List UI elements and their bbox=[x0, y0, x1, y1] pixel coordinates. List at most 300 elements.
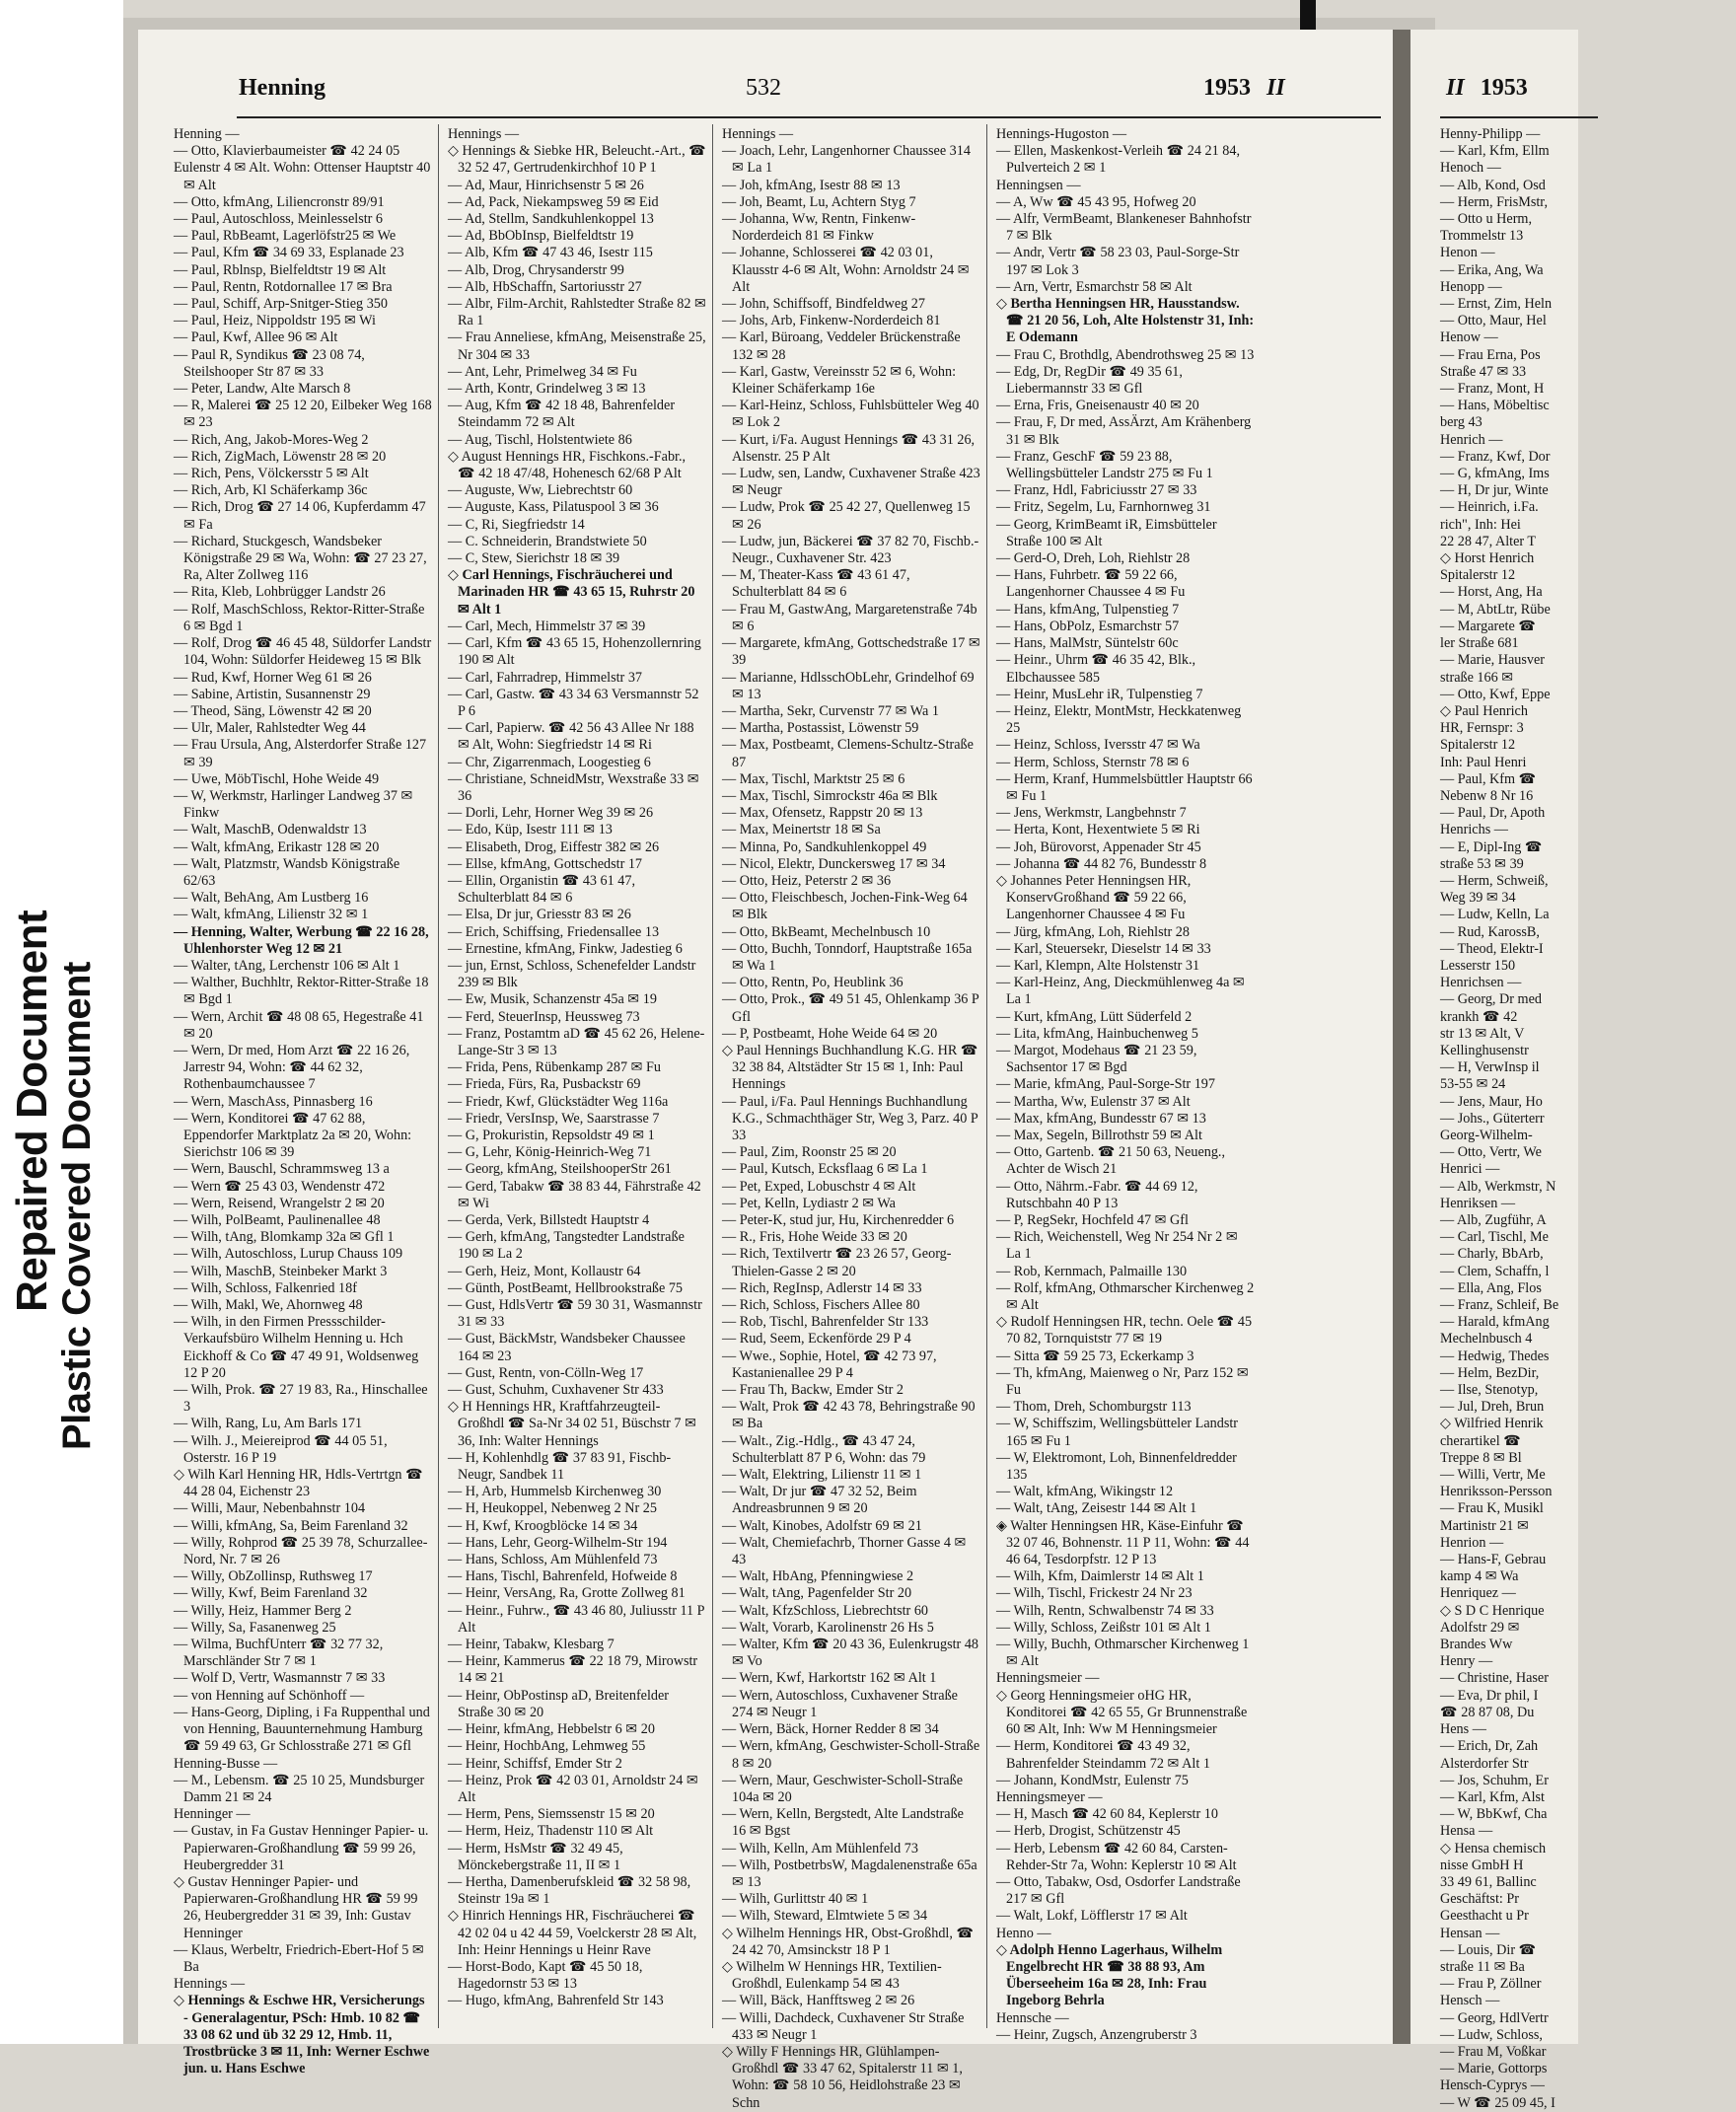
directory-entry: — Ant, Lehr, Primelweg 34 ✉ Fu bbox=[448, 363, 637, 380]
directory-entry: — Alb, Kfm ☎ 47 43 46, Isestr 115 bbox=[448, 245, 653, 261]
directory-entry: — Arth, Kontr, Grindelweg 3 ✉ 13 bbox=[448, 381, 646, 398]
facing-directory-entry: — Carl, Tischl, Me bbox=[1440, 1229, 1549, 1246]
facing-directory-entry: — Herm, FrisMstr, bbox=[1440, 193, 1548, 210]
facing-directory-entry: — Frau P, Zöllner bbox=[1440, 1976, 1542, 1993]
directory-entry: — Ernestine, kfmAng, Finkw, Jadestieg 6 bbox=[448, 940, 683, 957]
directory-entry: — Johs, Arb, Finkenw-Norderdeich 81 bbox=[722, 313, 941, 329]
directory-entry: — Rich, RegInsp, Adlerstr 14 ✉ 33 bbox=[722, 1279, 922, 1296]
directory-entry: — Heinr, ObPostinsp aD, Breitenfelder Straße 30 ✉ 20 bbox=[448, 1687, 670, 1720]
directory-entry: — Joach, Lehr, Langenhorner Chaussee 314 ✉ La 1 bbox=[722, 143, 971, 177]
directory-entry: ◇ H Hennings HR, Kraftfahrzeugteil-Großhdl ☎ Sa-Nr 34 02 51, Büschstr 7 ✉ 36, Inh: Walter Hennings bbox=[448, 1399, 696, 1449]
facing-directory-entry: Kellinghusenstr bbox=[1440, 1042, 1529, 1058]
directory-entry: ◇ Adolph Henno Lagerhaus, Wilhelm Engelbrecht HR ☎ 38 88 93, Am Überseeheim 16a ✉ 28, Inh: Frau Ingeborg Behrla bbox=[996, 1941, 1223, 2009]
directory-entry: — Ludw, Prok ☎ 25 42 27, Quellenweg 15 ✉ 26 bbox=[722, 499, 971, 533]
directory-entry: — Ad, BbObInsp, Bielfeldtstr 19 bbox=[448, 228, 634, 245]
directory-entry: — Alb, Drog, Chrysanderstr 99 bbox=[448, 261, 624, 278]
facing-directory-entry: — Hans, Möbeltisc bbox=[1440, 398, 1550, 414]
directory-entry: — Heinr., Fuhrw., ☎ 43 46 80, Juliusstr 11 P Alt bbox=[448, 1602, 705, 1636]
directory-entry: — Uwe, MöbTischl, Hohe Weide 49 bbox=[174, 770, 380, 787]
directory-entry: — Max, Tischl, Marktstr 25 ✉ 6 bbox=[722, 770, 905, 787]
directory-entry: — Heinz, Elektr, MontMstr, Heckkatenweg 25 bbox=[996, 702, 1242, 737]
facing-directory-entry: Henrich — bbox=[1440, 431, 1503, 448]
directory-entry: — Wilh, Prok. ☎ 27 19 83, Ra., Hinschallee 3 bbox=[174, 1382, 428, 1416]
facing-directory-entry: — W ☎ 25 09 45, I bbox=[1440, 2094, 1555, 2111]
directory-entry: — H, Arb, Hummelsb Kirchenweg 30 bbox=[448, 1484, 662, 1500]
directory-entry: — Günth, PostBeamt, Hellbrookstraße 75 bbox=[448, 1279, 684, 1296]
directory-entry: — Walt, BehAng, Am Lustberg 16 bbox=[174, 890, 369, 907]
directory-entry: — Gerh, kfmAng, Tangstedter Landstraße 190 ✉ La 2 bbox=[448, 1229, 685, 1263]
directory-entry: — Fritz, Segelm, Lu, Farnhornweg 31 bbox=[996, 499, 1211, 516]
directory-entry: — Sitta ☎ 59 25 73, Eckerkamp 3 bbox=[996, 1347, 1194, 1364]
directory-entry: — Albr, Film-Archit, Rahlstedter Straße 82 ✉ Ra 1 bbox=[448, 296, 706, 329]
directory-entry: — Wilh, Gurlittstr 40 ✉ 1 bbox=[722, 1891, 869, 1908]
directory-entry: — Otto, Heiz, Peterstr 2 ✉ 36 bbox=[722, 872, 892, 889]
directory-entry: — Otto, Gartenb. ☎ 21 50 63, Neueng., Achter de Wisch 21 bbox=[996, 1144, 1226, 1178]
facing-directory-entry: krankh ☎ 42 bbox=[1440, 1008, 1518, 1025]
directory-entry: — Hertha, Damenberufskleid ☎ 32 58 98, Steinstr 19a ✉ 1 bbox=[448, 1873, 691, 1908]
directory-entry: — Hugo, kfmAng, Bahrenfeld Str 143 bbox=[448, 1993, 664, 2009]
directory-entry: — Peter, Landw, Alte Marsch 8 bbox=[174, 381, 351, 398]
directory-entry: — Rolf, Drog ☎ 46 45 48, Süldorfer Landstr 104, Wohn: Süldorfer Heideweg 15 ✉ Blk bbox=[174, 635, 432, 669]
facing-directory-entry: Henrichs — bbox=[1440, 822, 1508, 838]
directory-entry: — Ludw, sen, Landw, Cuxhavener Straße 423 ✉ Neugr bbox=[722, 466, 980, 499]
directory-entry: — Ulr, Maler, Rahlstedter Weg 44 bbox=[174, 720, 366, 737]
directory-entry: — Ellin, Organistin ☎ 43 61 47, Schulterblatt 84 ✉ 6 bbox=[448, 872, 636, 907]
directory-entry: — Minna, Po, Sandkuhlenkoppel 49 bbox=[722, 838, 927, 855]
directory-entry: — Otto, Buchh, Tonndorf, Hauptstraße 165a ✉ Wa 1 bbox=[722, 940, 973, 974]
directory-entry: — Walt, tAng, Pagenfelder Str 20 bbox=[722, 1585, 912, 1602]
directory-entry: — Johanna, Ww, Rentn, Finkenw-Norderdeich 81 ✉ Finkw bbox=[722, 211, 916, 245]
directory-entry: — W, Schiffszim, Wellingsbütteler Landstr 165 ✉ Fu 1 bbox=[996, 1416, 1239, 1449]
directory-entry: — Rich, Drog ☎ 27 14 06, Kupferdamm 47 ✉ Fa bbox=[174, 499, 426, 533]
directory-entry: — Heinz, Prok ☎ 42 03 01, Arnoldstr 24 ✉ Alt bbox=[448, 1772, 698, 1805]
facing-directory-entry: Henriquez — bbox=[1440, 1585, 1516, 1602]
directory-entry: — C, Stew, Sierichstr 18 ✉ 39 bbox=[448, 550, 620, 567]
directory-entry: — Wern, Autoschloss, Cuxhavener Straße 274 ✉ Neugr 1 bbox=[722, 1687, 958, 1720]
directory-entry: — Walter, Kfm ☎ 20 43 36, Eulenkrugstr 48 ✉ Vo bbox=[722, 1637, 979, 1670]
directory-entry: — Gerh, Heiz, Mont, Kollaustr 64 bbox=[448, 1263, 641, 1279]
directory-entry: ◇ Carl Hennings, Fischräucherei und Marinaden HR ☎ 43 65 15, Ruhrstr 20 ✉ Alt 1 bbox=[448, 567, 695, 618]
facing-directory-entry: — H, VerwInsp il bbox=[1440, 1059, 1540, 1076]
directory-entry: — Wilh, Tischl, Frickestr 24 Nr 23 bbox=[996, 1585, 1193, 1602]
directory-entry: — Gust, BäckMstr, Wandsbeker Chaussee 164 ✉ 23 bbox=[448, 1331, 686, 1364]
directory-entry: — Paul, Schiff, Arp-Snitger-Stieg 350 bbox=[174, 296, 388, 313]
directory-entry: — Otto, Nährm.-Fabr. ☎ 44 69 12, Rutschbahn 40 P 13 bbox=[996, 1178, 1198, 1211]
directory-entry: — Herb, Drogist, Schützenstr 45 bbox=[996, 1823, 1181, 1840]
directory-entry: — Herm, Kranf, Hummelsbüttler Hauptstr 66 ✉ Fu 1 bbox=[996, 770, 1253, 804]
facing-directory-entry: — Franz, Kwf, Dor bbox=[1440, 448, 1551, 465]
directory-entry: — Max, Meinertstr 18 ✉ Sa bbox=[722, 822, 881, 838]
directory-entry: — A, Ww ☎ 45 43 95, Hofweg 20 bbox=[996, 193, 1196, 210]
facing-directory-entry: — Ella, Ang, Flos bbox=[1440, 1279, 1542, 1296]
directory-entry: — Arn, Vertr, Esmarchstr 58 ✉ Alt bbox=[996, 278, 1193, 295]
directory-entry: — Hans, Lehr, Georg-Wilhelm-Str 194 bbox=[448, 1534, 668, 1551]
directory-entry: — Auguste, Kass, Pilatuspool 3 ✉ 36 bbox=[448, 499, 659, 516]
directory-entry: — Walt., Zig.-Hdlg., ☎ 43 47 24, Schulterblatt 87 P 6, Wohn: das 79 bbox=[722, 1432, 926, 1466]
directory-entry: — Henning, Walter, Werbung ☎ 22 16 28, Uhlenhorster Weg 12 ✉ 21 bbox=[174, 923, 429, 957]
directory-entry: — Wolf D, Vertr, Wasmannstr 7 ✉ 33 bbox=[174, 1670, 386, 1687]
facing-directory-entry: — Georg, HdlVertr bbox=[1440, 2009, 1549, 2026]
facing-directory-entry: — Hans-F, Gebrau bbox=[1440, 1552, 1547, 1568]
directory-entry: — Wilh, Kelln, Am Mühlenfeld 73 bbox=[722, 1840, 918, 1857]
facing-directory-entry: cherartikel ☎ bbox=[1440, 1432, 1521, 1449]
directory-entry: — Andr, Vertr ☎ 58 23 03, Paul-Sorge-Str 197 ✉ Lok 3 bbox=[996, 245, 1240, 278]
directory-entry: — Ellen, Maskenkost-Verleih ☎ 24 21 84, Pulverteich 2 ✉ 1 bbox=[996, 143, 1240, 177]
directory-entry: — Otto, BkBeamt, Mechelnbusch 10 bbox=[722, 923, 931, 940]
directory-entry: — Walter, tAng, Lerchenstr 106 ✉ Alt 1 bbox=[174, 957, 400, 974]
facing-directory-entry: — Karl, Kfm, Ellm bbox=[1440, 143, 1550, 160]
directory-entry: — Ad, Pack, Niekampsweg 59 ✉ Eid bbox=[448, 193, 659, 210]
directory-entry: — Max, kfmAng, Bundesstr 67 ✉ 13 bbox=[996, 1110, 1206, 1127]
directory-page bbox=[138, 30, 1410, 2111]
directory-entry: — Carl, Gastw. ☎ 43 34 63 Versmannstr 52 P 6 bbox=[448, 686, 699, 719]
directory-entry: — Kurt, kfmAng, Lütt Süderfeld 2 bbox=[996, 1008, 1193, 1025]
directory-entry: ◇ Hennings & Siebke HR, Beleucht.-Art., ☎ 32 52 47, Gertrudenkirchhof 10 P 1 bbox=[448, 143, 706, 177]
facing-directory-entry: straße 166 ✉ bbox=[1440, 669, 1514, 686]
directory-entry: — Christiane, SchneidMstr, Wexstraße 33 ✉ 36 bbox=[448, 770, 699, 804]
directory-entry: ◇ Wilhelm Hennings HR, Obst-Großhdl, ☎ 24 42 70, Amsinckstr 18 P 1 bbox=[722, 1925, 975, 1958]
directory-entry: — Paul, Kutsch, Ecksflaag 6 ✉ La 1 bbox=[722, 1161, 928, 1178]
directory-entry: — Walt, Lokf, Löfflerstr 17 ✉ Alt bbox=[996, 1908, 1188, 1925]
directory-entry: — Carl, Papierw. ☎ 42 56 43 Allee Nr 188 ✉ Alt, Wohn: Siegfriedstr 14 ✉ Ri bbox=[448, 720, 694, 754]
facing-directory-entry: Inh: Paul Henri bbox=[1440, 754, 1527, 770]
directory-entry: ◇ Hennings & Eschwe HR, Versicherungs - Generalagentur, PSch: Hmb. 10 82 ☎ 33 08 62 und üb 32 29 12, Hmb. 11, Trostbrücke 3 ✉ 11, Inh: Werner Eschwe jun. u. Hans Eschwe bbox=[174, 1993, 430, 2077]
directory-entry: — Frieda, Fürs, Ra, Pusbackstr 69 bbox=[448, 1076, 641, 1093]
directory-entry: — von Henning auf Schönhoff — bbox=[174, 1687, 365, 1704]
directory-entry: — Walt, kfmAng, Erikastr 128 ✉ 20 bbox=[174, 838, 380, 855]
directory-entry: — Paul, Rentn, Rotdornallee 17 ✉ Bra bbox=[174, 278, 393, 295]
facing-directory-entry: — Paul, Kfm ☎ bbox=[1440, 770, 1537, 787]
facing-directory-entry: — M, AbtLtr, Rübe bbox=[1440, 601, 1551, 618]
directory-entry: — Theod, Säng, Löwenstr 42 ✉ 20 bbox=[174, 702, 372, 719]
directory-entry: Henno — bbox=[996, 1925, 1051, 1941]
facing-directory-entry: Henrichsen — bbox=[1440, 975, 1522, 991]
page-number: 532 bbox=[746, 75, 781, 101]
directory-entry: — Friedr, Kwf, Glückstädter Weg 116a bbox=[448, 1093, 669, 1110]
directory-entry: — Heinr, MusLehr iR, Tulpenstieg 7 bbox=[996, 686, 1203, 702]
facing-directory-entry: — Christine, Haser bbox=[1440, 1670, 1549, 1687]
directory-entry: — Gust, Schuhm, Cuxhavener Str 433 bbox=[448, 1382, 664, 1399]
directory-entry: — Herm, Heiz, Thadenstr 110 ✉ Alt bbox=[448, 1823, 654, 1840]
directory-entry: — Wilh, Makl, We, Ahornweg 48 bbox=[174, 1297, 363, 1314]
plastic-covered-label: Plastic Covered Document bbox=[55, 962, 99, 1450]
facing-directory-entry: — E, Dipl-Ing ☎ bbox=[1440, 838, 1543, 855]
directory-entry: — Franz, GeschF ☎ 59 23 88, Wellingsbütteler Landstr 275 ✉ Fu 1 bbox=[996, 448, 1213, 482]
directory-entry: — Pet, Kelln, Lydiastr 2 ✉ Wa bbox=[722, 1195, 896, 1211]
directory-entry: — Edo, Küp, Isestr 111 ✉ 13 bbox=[448, 822, 613, 838]
facing-directory-entry: — Theod, Elektr-I bbox=[1440, 940, 1544, 957]
facing-directory-entry: — Frau Erna, Pos bbox=[1440, 346, 1541, 363]
header-rule bbox=[237, 116, 1381, 118]
facing-directory-entry: — Willi, Vertr, Me bbox=[1440, 1467, 1546, 1484]
directory-entry: — Heinr, Tabakw, Klesbarg 7 bbox=[448, 1637, 615, 1653]
facing-directory-entry: — Herm, Schweiß, bbox=[1440, 872, 1549, 889]
directory-entry: Henningsmeyer — bbox=[996, 1788, 1103, 1805]
facing-directory-entry: Spitalerstr 12 bbox=[1440, 567, 1516, 584]
facing-directory-entry: — Hedwig, Thedes bbox=[1440, 1347, 1550, 1364]
directory-entry: — Gust, HdlsVertr ☎ 59 30 31, Wasmannstr 31 ✉ 33 bbox=[448, 1297, 702, 1331]
directory-entry: ◇ Hinrich Hennings HR, Fischräucherei ☎ 42 02 04 u 42 44 59, Voelckerstr 28 ✉ Alt, Inh: Heinr Hennings u Heinr Rave bbox=[448, 1908, 697, 1958]
directory-entry: — Ferd, SteuerInsp, Heussweg 73 bbox=[448, 1008, 640, 1025]
directory-entry: — Karl, Gastw, Vereinsstr 52 ✉ 6, Wohn: Kleiner Schäferkamp 16e bbox=[722, 363, 957, 398]
directory-entry: — Chr, Zigarrenmach, Loogestieg 6 bbox=[448, 754, 651, 770]
directory-entry: — Ad, Stellm, Sandkuhlenkoppel 13 bbox=[448, 211, 654, 228]
directory-entry: — Paul, Kfm ☎ 34 69 33, Esplanade 23 bbox=[174, 245, 404, 261]
directory-entry: — John, Schiffsoff, Bindfeldweg 27 bbox=[722, 296, 925, 313]
directory-entry: — Elsa, Dr jur, Griesstr 83 ✉ 26 bbox=[448, 907, 631, 923]
directory-column-1 bbox=[174, 126, 432, 2077]
facing-directory-entry: Adolfstr 29 ✉ bbox=[1440, 1619, 1520, 1636]
facing-directory-entry: Weg 39 ✉ 34 bbox=[1440, 890, 1516, 907]
facing-directory-entry: — Eva, Dr phil, I bbox=[1440, 1687, 1539, 1704]
facing-page-fragment bbox=[1410, 30, 1578, 2111]
directory-entry: Henningsmeier — bbox=[996, 1670, 1100, 1687]
facing-volume: II bbox=[1446, 75, 1465, 101]
facing-directory-entry: — H, Dr jur, Winte bbox=[1440, 482, 1549, 499]
directory-entry: — H, Kohlenhdlg ☎ 37 83 91, Fischb-Neugr, Sandbek 11 bbox=[448, 1449, 672, 1484]
directory-entry: — Martha, Sekr, Curvenstr 77 ✉ Wa 1 bbox=[722, 702, 939, 719]
directory-entry: — H, Kwf, Kroogblöcke 14 ✉ 34 bbox=[448, 1517, 638, 1534]
directory-entry: — Hans, ObPolz, Esmarchstr 57 bbox=[996, 618, 1180, 634]
directory-entry: — Paul R, Syndikus ☎ 23 08 74, Steilshooper Str 87 ✉ 33 bbox=[174, 346, 365, 380]
running-head-name: Henning bbox=[239, 75, 326, 101]
directory-entry: ◇ Willy F Hennings HR, Glühlampen-Großhdl ☎ 33 47 62, Spitalerstr 11 ✉ 1, Wohn: ☎ 58 10 56, Heidlohstraße 23 ✉ Schn bbox=[722, 2043, 963, 2111]
directory-entry: — Erich, Schiffsing, Friedensallee 13 bbox=[448, 923, 660, 940]
directory-entry: ◇ Paul Hennings Buchhandlung K.G. HR ☎ 32 38 84, Altstädter Str 15 ✉ 1, Inh: Paul Hennings bbox=[722, 1042, 978, 1093]
running-head-year bbox=[1203, 75, 1285, 114]
facing-directory-entry: — Erich, Dr, Zah bbox=[1440, 1738, 1539, 1755]
directory-entry: — Frau Th, Backw, Emder Str 2 bbox=[722, 1382, 904, 1399]
facing-directory-entry: Trommelstr 13 bbox=[1440, 228, 1524, 245]
directory-entry: — Carl, Mech, Himmelstr 37 ✉ 39 bbox=[448, 618, 646, 634]
directory-entry: — Paul, Kwf, Allee 96 ✉ Alt bbox=[174, 329, 338, 346]
facing-directory-entry: Henopp — bbox=[1440, 278, 1502, 295]
facing-directory-entry: Nebenw 8 Nr 16 bbox=[1440, 787, 1534, 804]
facing-directory-entry: — Jul, Dreh, Brun bbox=[1440, 1399, 1545, 1416]
directory-entry: — Willy, ObZollinsp, Ruthsweg 17 bbox=[174, 1568, 373, 1585]
facing-directory-entry: — G, kfmAng, Ims bbox=[1440, 466, 1550, 482]
facing-directory-entry: — Otto, Maur, Hel bbox=[1440, 313, 1547, 329]
facing-header-rule bbox=[1440, 116, 1598, 118]
directory-entry: — Wern, kfmAng, Geschwister-Scholl-Straße 8 ✉ 20 bbox=[722, 1738, 980, 1772]
directory-entry: — Wern, Dr med, Hom Arzt ☎ 22 16 26, Jarrestr 94, Wohn: ☎ 44 62 32, Rothenbaumchaussee 7 bbox=[174, 1042, 410, 1093]
facing-directory-entry: — Rud, KarossB, bbox=[1440, 923, 1540, 940]
directory-entry: — Walt, MaschB, Odenwaldstr 13 bbox=[174, 822, 367, 838]
directory-entry: — Karl, Steuersekr, Dieselstr 14 ✉ 33 bbox=[996, 940, 1211, 957]
directory-entry: — Alfr, VermBeamt, Blankeneser Bahnhofstr 7 ✉ Blk bbox=[996, 211, 1252, 245]
directory-entry: — Joh, Bürovorst, Appenader Str 45 bbox=[996, 838, 1201, 855]
directory-entry: — Frau M, GastwAng, Margaretenstraße 74b ✉ 6 bbox=[722, 601, 977, 634]
directory-entry: — Wilh, Steward, Elmtwiete 5 ✉ 34 bbox=[722, 1908, 928, 1925]
directory-entry: — Gerda, Verk, Billstedt Hauptstr 4 bbox=[448, 1212, 650, 1228]
facing-directory-entry: Brandes Ww bbox=[1440, 1637, 1513, 1653]
facing-directory-entry: — Heinrich, i.Fa. bbox=[1440, 499, 1539, 516]
directory-entry: — Thom, Dreh, Schomburgstr 113 bbox=[996, 1399, 1192, 1416]
directory-entry: — Wilh, Autoschloss, Lurup Chauss 109 bbox=[174, 1246, 403, 1263]
directory-entry: — Herta, Kont, Hexentwiete 5 ✉ Ri bbox=[996, 822, 1200, 838]
directory-entry: — Johanne, Schlosserei ☎ 42 03 01, Klausstr 4-6 ✉ Alt, Wohn: Arnoldstr 24 ✉ Alt bbox=[722, 245, 970, 295]
directory-entry: — Paul, i/Fa. Paul Hennings Buchhandlung K.G., Schmachthäger Str, Weg 3, Parz. 40 P 33 bbox=[722, 1093, 978, 1143]
directory-entry: — Elisabeth, Drog, Eiffestr 382 ✉ 26 bbox=[448, 838, 660, 855]
directory-entry: — Hans, Tischl, Bahrenfeld, Hofweide 8 bbox=[448, 1568, 678, 1585]
directory-entry: — Wilh, Rentn, Schwalbenstr 74 ✉ 33 bbox=[996, 1602, 1214, 1619]
directory-entry: — Wern, Konditorei ☎ 47 62 88, Eppendorfer Marktplatz 2a ✉ 20, Wohn: Sierichstr 106 ✉ 39 bbox=[174, 1110, 412, 1161]
facing-directory-entry: ☎ 28 87 08, Du bbox=[1440, 1704, 1535, 1720]
directory-entry: — Wwe., Sophie, Hotel, ☎ 42 73 97, Kastanienallee 29 P 4 bbox=[722, 1347, 937, 1381]
facing-directory-entry: Alsterdorfer Str bbox=[1440, 1755, 1529, 1772]
directory-entry: ◇ Wilhelm W Hennings HR, Textilien-Großhdl, Eulenkamp 54 ✉ 43 bbox=[722, 1958, 942, 1993]
directory-entry: — Herm, HsMstr ☎ 32 49 45, Mönckebergstraße 11, II ✉ 1 bbox=[448, 1840, 623, 1873]
directory-entry: — Margarete, kfmAng, Gottschedstraße 17 ✉ 39 bbox=[722, 635, 980, 669]
directory-entry: — P, RegSekr, Hochfeld 47 ✉ Gfl bbox=[996, 1212, 1189, 1228]
directory-entry: — G, Lehr, König-Heinrich-Weg 71 bbox=[448, 1144, 652, 1161]
facing-directory-entry: — Otto u Herm, bbox=[1440, 211, 1532, 228]
book-gutter bbox=[1393, 30, 1410, 2044]
directory-entry: — Walt, Platzmstr, Wandsb Königstraße 62/63 bbox=[174, 855, 400, 889]
directory-entry: — Joh, Beamt, Lu, Achtern Styg 7 bbox=[722, 193, 916, 210]
directory-entry: — Karl-Heinz, Schloss, Fuhlsbütteler Weg 40 ✉ Lok 2 bbox=[722, 398, 979, 431]
facing-directory-entry: — Johs., Güterterr bbox=[1440, 1110, 1545, 1127]
directory-entry: — Ludw, jun, Bäckerei ☎ 37 82 70, Fischb.-Neugr., Cuxhavener Str. 423 bbox=[722, 533, 979, 567]
facing-directory-entry: — Marie, Gottorps bbox=[1440, 2061, 1548, 2077]
directory-entry: — Aug, Kfm ☎ 42 18 48, Bahrenfelder Steindamm 72 ✉ Alt bbox=[448, 398, 676, 431]
directory-entry: — Wern, Archit ☎ 48 08 65, Hegestraße 41 ✉ 20 bbox=[174, 1008, 424, 1042]
column-divider bbox=[986, 124, 987, 2028]
facing-directory-entry: — Ludw, Kelln, La bbox=[1440, 907, 1550, 923]
directory-entry: — Heinr, Zugsch, Anzengruberstr 3 bbox=[996, 2026, 1197, 2043]
directory-entry: ◇ Gustav Henninger Papier- und Papierwaren-Großhandlung HR ☎ 59 99 26, Heubergredder 31 ✉ 39, Inh: Gustav Henninger bbox=[174, 1873, 418, 1941]
directory-entry: Henning — bbox=[174, 126, 240, 142]
facing-directory-entry: Henoch — bbox=[1440, 160, 1501, 177]
directory-entry: — M, Theater-Kass ☎ 43 61 47, Schulterblatt 84 ✉ 6 bbox=[722, 567, 910, 601]
directory-column-3 bbox=[722, 126, 980, 2111]
facing-directory-entry: Henrion — bbox=[1440, 1534, 1504, 1551]
directory-entry: — Hans, kfmAng, Tulpenstieg 7 bbox=[996, 601, 1180, 618]
directory-entry: — Otto, Prok., ☎ 49 51 45, Ohlenkamp 36 P Gfl bbox=[722, 991, 979, 1025]
directory-entry: — M., Lebensm. ☎ 25 10 25, Mundsburger Damm 21 ✉ 24 bbox=[174, 1772, 425, 1805]
facing-directory-entry: kamp 4 ✉ Wa bbox=[1440, 1568, 1519, 1585]
directory-entry: — W, Elektromont, Loh, Binnenfeldredder 135 bbox=[996, 1449, 1237, 1484]
directory-entry: — Horst-Bodo, Kapt ☎ 45 50 18, Hagedornstr 53 ✉ 13 bbox=[448, 1958, 643, 1993]
facing-directory-entry: Hensan — bbox=[1440, 1925, 1500, 1941]
directory-entry: — Wern, Kwf, Harkortstr 162 ✉ Alt 1 bbox=[722, 1670, 937, 1687]
directory-entry: — Max, Tischl, Simrockstr 46a ✉ Blk bbox=[722, 787, 938, 804]
facing-directory-entry: — Paul, Dr, Apoth bbox=[1440, 805, 1546, 822]
facing-directory-entry: Hensa — bbox=[1440, 1823, 1493, 1840]
directory-entry: — Rob, Tischl, Bahrenfelder Str 133 bbox=[722, 1314, 929, 1331]
directory-entry: — Will, Bäck, Hanfftsweg 2 ✉ 26 bbox=[722, 1993, 915, 2009]
directory-entry: — Richard, Stuckgesch, Wandsbeker Königstraße 29 ✉ Wa, Wohn: ☎ 27 23 27, Ra, Alter Zollweg 116 bbox=[174, 533, 427, 584]
directory-entry: — Rich, ZigMach, Löwenstr 28 ✉ 20 bbox=[174, 448, 387, 465]
directory-entry: — Alb, HbSchaffn, Sartoriusstr 27 bbox=[448, 278, 642, 295]
facing-directory-entry: ler Straße 681 bbox=[1440, 635, 1519, 652]
directory-entry: — Herb, Lebensm ☎ 42 60 84, Carsten-Rehder-Str 7a, Wohn: Keplerstr 10 ✉ Alt bbox=[996, 1840, 1237, 1873]
directory-entry: — G, Prokuristin, Repsoldstr 49 ✉ 1 bbox=[448, 1127, 655, 1143]
directory-entry: — Rich, Ang, Jakob-Mores-Weg 2 bbox=[174, 431, 369, 448]
column-divider bbox=[438, 124, 439, 2028]
directory-entry: — Georg, kfmAng, SteilshooperStr 261 bbox=[448, 1161, 672, 1178]
directory-entry: — Frau Ursula, Ang, Alsterdorfer Straße 127 ✉ 39 bbox=[174, 737, 427, 770]
facing-directory-entry: — Margarete ☎ bbox=[1440, 618, 1536, 634]
directory-entry: — Max, Ofensetz, Rappstr 20 ✉ 13 bbox=[722, 805, 923, 822]
directory-entry: — C. Schneiderin, Brandstwiete 50 bbox=[448, 533, 647, 549]
directory-entry: — Hans, Fuhrbetr. ☎ 59 22 66, Langenhorner Chaussee 4 ✉ Fu bbox=[996, 567, 1186, 601]
directory-entry: — Jürg, kfmAng, Loh, Riehlstr 28 bbox=[996, 923, 1190, 940]
directory-entry: — Dorli, Lehr, Horner Weg 39 ✉ 26 bbox=[448, 805, 654, 822]
directory-entry: — R, Malerei ☎ 25 12 20, Eilbeker Weg 168 ✉ 23 bbox=[174, 398, 432, 431]
directory-entry: — Georg, KrimBeamt iR, Eimsbütteler Straße 100 ✉ Alt bbox=[996, 516, 1217, 549]
directory-entry: — Karl, Klempn, Alte Holstenstr 31 bbox=[996, 957, 1200, 974]
directory-entry: — Hans-Georg, Dipling, i Fa Ruppenthal und von Henning, Bauunternehmung Hamburg ☎ 59 49 63, Gr Schlosstraße 271 ✉ Gfl bbox=[174, 1704, 430, 1755]
directory-entry: — Walt, kfmAng, Lilienstr 32 ✉ 1 bbox=[174, 907, 369, 923]
facing-directory-entry: Mechelnbusch 4 bbox=[1440, 1331, 1533, 1347]
directory-entry: — Walt, KfzSchloss, Liebrechtstr 60 bbox=[722, 1602, 929, 1619]
directory-entry: ◇ August Hennings HR, Fischkons.-Fabr., ☎ 42 18 47/48, Hohenesch 62/68 P Alt bbox=[448, 448, 687, 482]
directory-entry: ◇ Rudolf Henningsen HR, techn. Oele ☎ 45 70 82, Tornquiststr 77 ✉ 19 bbox=[996, 1314, 1253, 1347]
directory-entry: — Wilh, PolBeamt, Paulinenallee 48 bbox=[174, 1212, 381, 1228]
facing-directory-entry: ◇ Horst Henrich bbox=[1440, 550, 1535, 567]
facing-directory-entry: — Frau M, Voßkar bbox=[1440, 2043, 1547, 2060]
directory-entry: — C, Ri, Siegfriedstr 14 bbox=[448, 516, 585, 533]
directory-column-2 bbox=[448, 126, 706, 2030]
directory-column-4 bbox=[996, 126, 1255, 2043]
directory-entry: — Paul, Rblnsp, Bielfeldtstr 19 ✉ Alt bbox=[174, 261, 387, 278]
directory-entry: — H, Masch ☎ 42 60 84, Keplerstr 10 bbox=[996, 1806, 1218, 1823]
facing-directory-entry: straße 53 ✉ 39 bbox=[1440, 855, 1524, 872]
facing-directory-entry: str 13 ✉ Alt, V bbox=[1440, 1025, 1525, 1042]
directory-entry: — Hans, Schloss, Am Mühlenfeld 73 bbox=[448, 1552, 658, 1568]
facing-directory-entry: Henriksen — bbox=[1440, 1195, 1516, 1211]
facing-directory-entry: — Erika, Ang, Wa bbox=[1440, 261, 1544, 278]
facing-directory-entry: — Alb, Werkmstr, N bbox=[1440, 1178, 1556, 1195]
directory-entry: — Walther, Buchhltr, Rektor-Ritter-Straße 18 ✉ Bgd 1 bbox=[174, 975, 429, 1008]
facing-directory-entry: Henon — bbox=[1440, 245, 1495, 261]
facing-directory-entry: — Horst, Ang, Ha bbox=[1440, 584, 1543, 601]
directory-entry: — Frau C, Brothdlg, Abendrothsweg 25 ✉ 13 bbox=[996, 346, 1255, 363]
directory-entry: — Rich, Schloss, Fischers Allee 80 bbox=[722, 1297, 920, 1314]
directory-entry: — Ew, Musik, Schanzenstr 45a ✉ 19 bbox=[448, 991, 657, 1008]
directory-entry: — Herm, Pens, Siemssenstr 15 ✉ 20 bbox=[448, 1806, 655, 1823]
directory-entry: — Wilh, MaschB, Steinbeker Markt 3 bbox=[174, 1263, 388, 1279]
directory-entry: — Otto, Tabakw, Osd, Osdorfer Landstraße 217 ✉ Gfl bbox=[996, 1873, 1241, 1908]
directory-entry: — R., Fris, Hohe Weide 33 ✉ 20 bbox=[722, 1229, 907, 1246]
directory-entry: — Pet, Exped, Lobuschstr 4 ✉ Alt bbox=[722, 1178, 916, 1195]
directory-entry: — Frau, F, Dr med, AssÄrzt, Am Krähenberg 31 ✉ Blk bbox=[996, 414, 1252, 448]
facing-directory-entry: Straße 47 ✉ 33 bbox=[1440, 363, 1527, 380]
facing-directory-entry: — Jos, Schuhm, Er bbox=[1440, 1772, 1549, 1788]
facing-directory-entry: Treppe 8 ✉ Bl bbox=[1440, 1449, 1522, 1466]
directory-entry: — Wern, MaschAss, Pinnasberg 16 bbox=[174, 1093, 373, 1110]
directory-entry: — Gust, Rentn, von-Cölln-Weg 17 bbox=[448, 1364, 644, 1381]
directory-entry: — Martha, Postassist, Löwenstr 59 bbox=[722, 720, 919, 737]
facing-directory-entry: — Marie, Hausver bbox=[1440, 652, 1545, 669]
facing-directory-entry: — Louis, Dir ☎ bbox=[1440, 1941, 1537, 1958]
directory-entry: — Rud, Seem, Eckenförde 29 P 4 bbox=[722, 1331, 911, 1347]
directory-entry: — Herm, Konditorei ☎ 43 49 32, Bahrenfelder Steindamm 72 ✉ Alt 1 bbox=[996, 1738, 1210, 1772]
directory-entry: — Max, Postbeamt, Clemens-Schultz-Straße 87 bbox=[722, 737, 974, 770]
year: 1953 bbox=[1203, 75, 1251, 101]
directory-entry: — Carl, Kfm ☎ 43 65 15, Hohenzollernring 190 ✉ Alt bbox=[448, 635, 701, 669]
directory-entry: — Wern, Bauschl, Schrammsweg 13 a bbox=[174, 1161, 390, 1178]
directory-entry: — Friedr, VersInsp, We, Saarstrasse 7 bbox=[448, 1110, 660, 1127]
facing-directory-entry: — Ernst, Zim, Heln bbox=[1440, 296, 1553, 313]
facing-directory-entry: 33 49 61, Ballinc bbox=[1440, 1873, 1537, 1890]
directory-entry: ◈ Walter Henningsen HR, Käse-Einfuhr ☎ 32 07 46, Bohnenstr. 11 P 11, Wohn: ☎ 44 46 64, Tesdorpfstr. 12 P 13 bbox=[996, 1517, 1250, 1568]
facing-directory-entry: — Ludw, Schloss, bbox=[1440, 2026, 1543, 2043]
directory-entry: — Heinr, kfmAng, Hebbelstr 6 ✉ 20 bbox=[448, 1721, 655, 1738]
directory-entry: — W, Werkmstr, Harlinger Landweg 37 ✉ Finkw bbox=[174, 787, 413, 822]
directory-entry: — Otto, Fleischbesch, Jochen-Fink-Weg 64 ✉ Blk bbox=[722, 890, 968, 923]
